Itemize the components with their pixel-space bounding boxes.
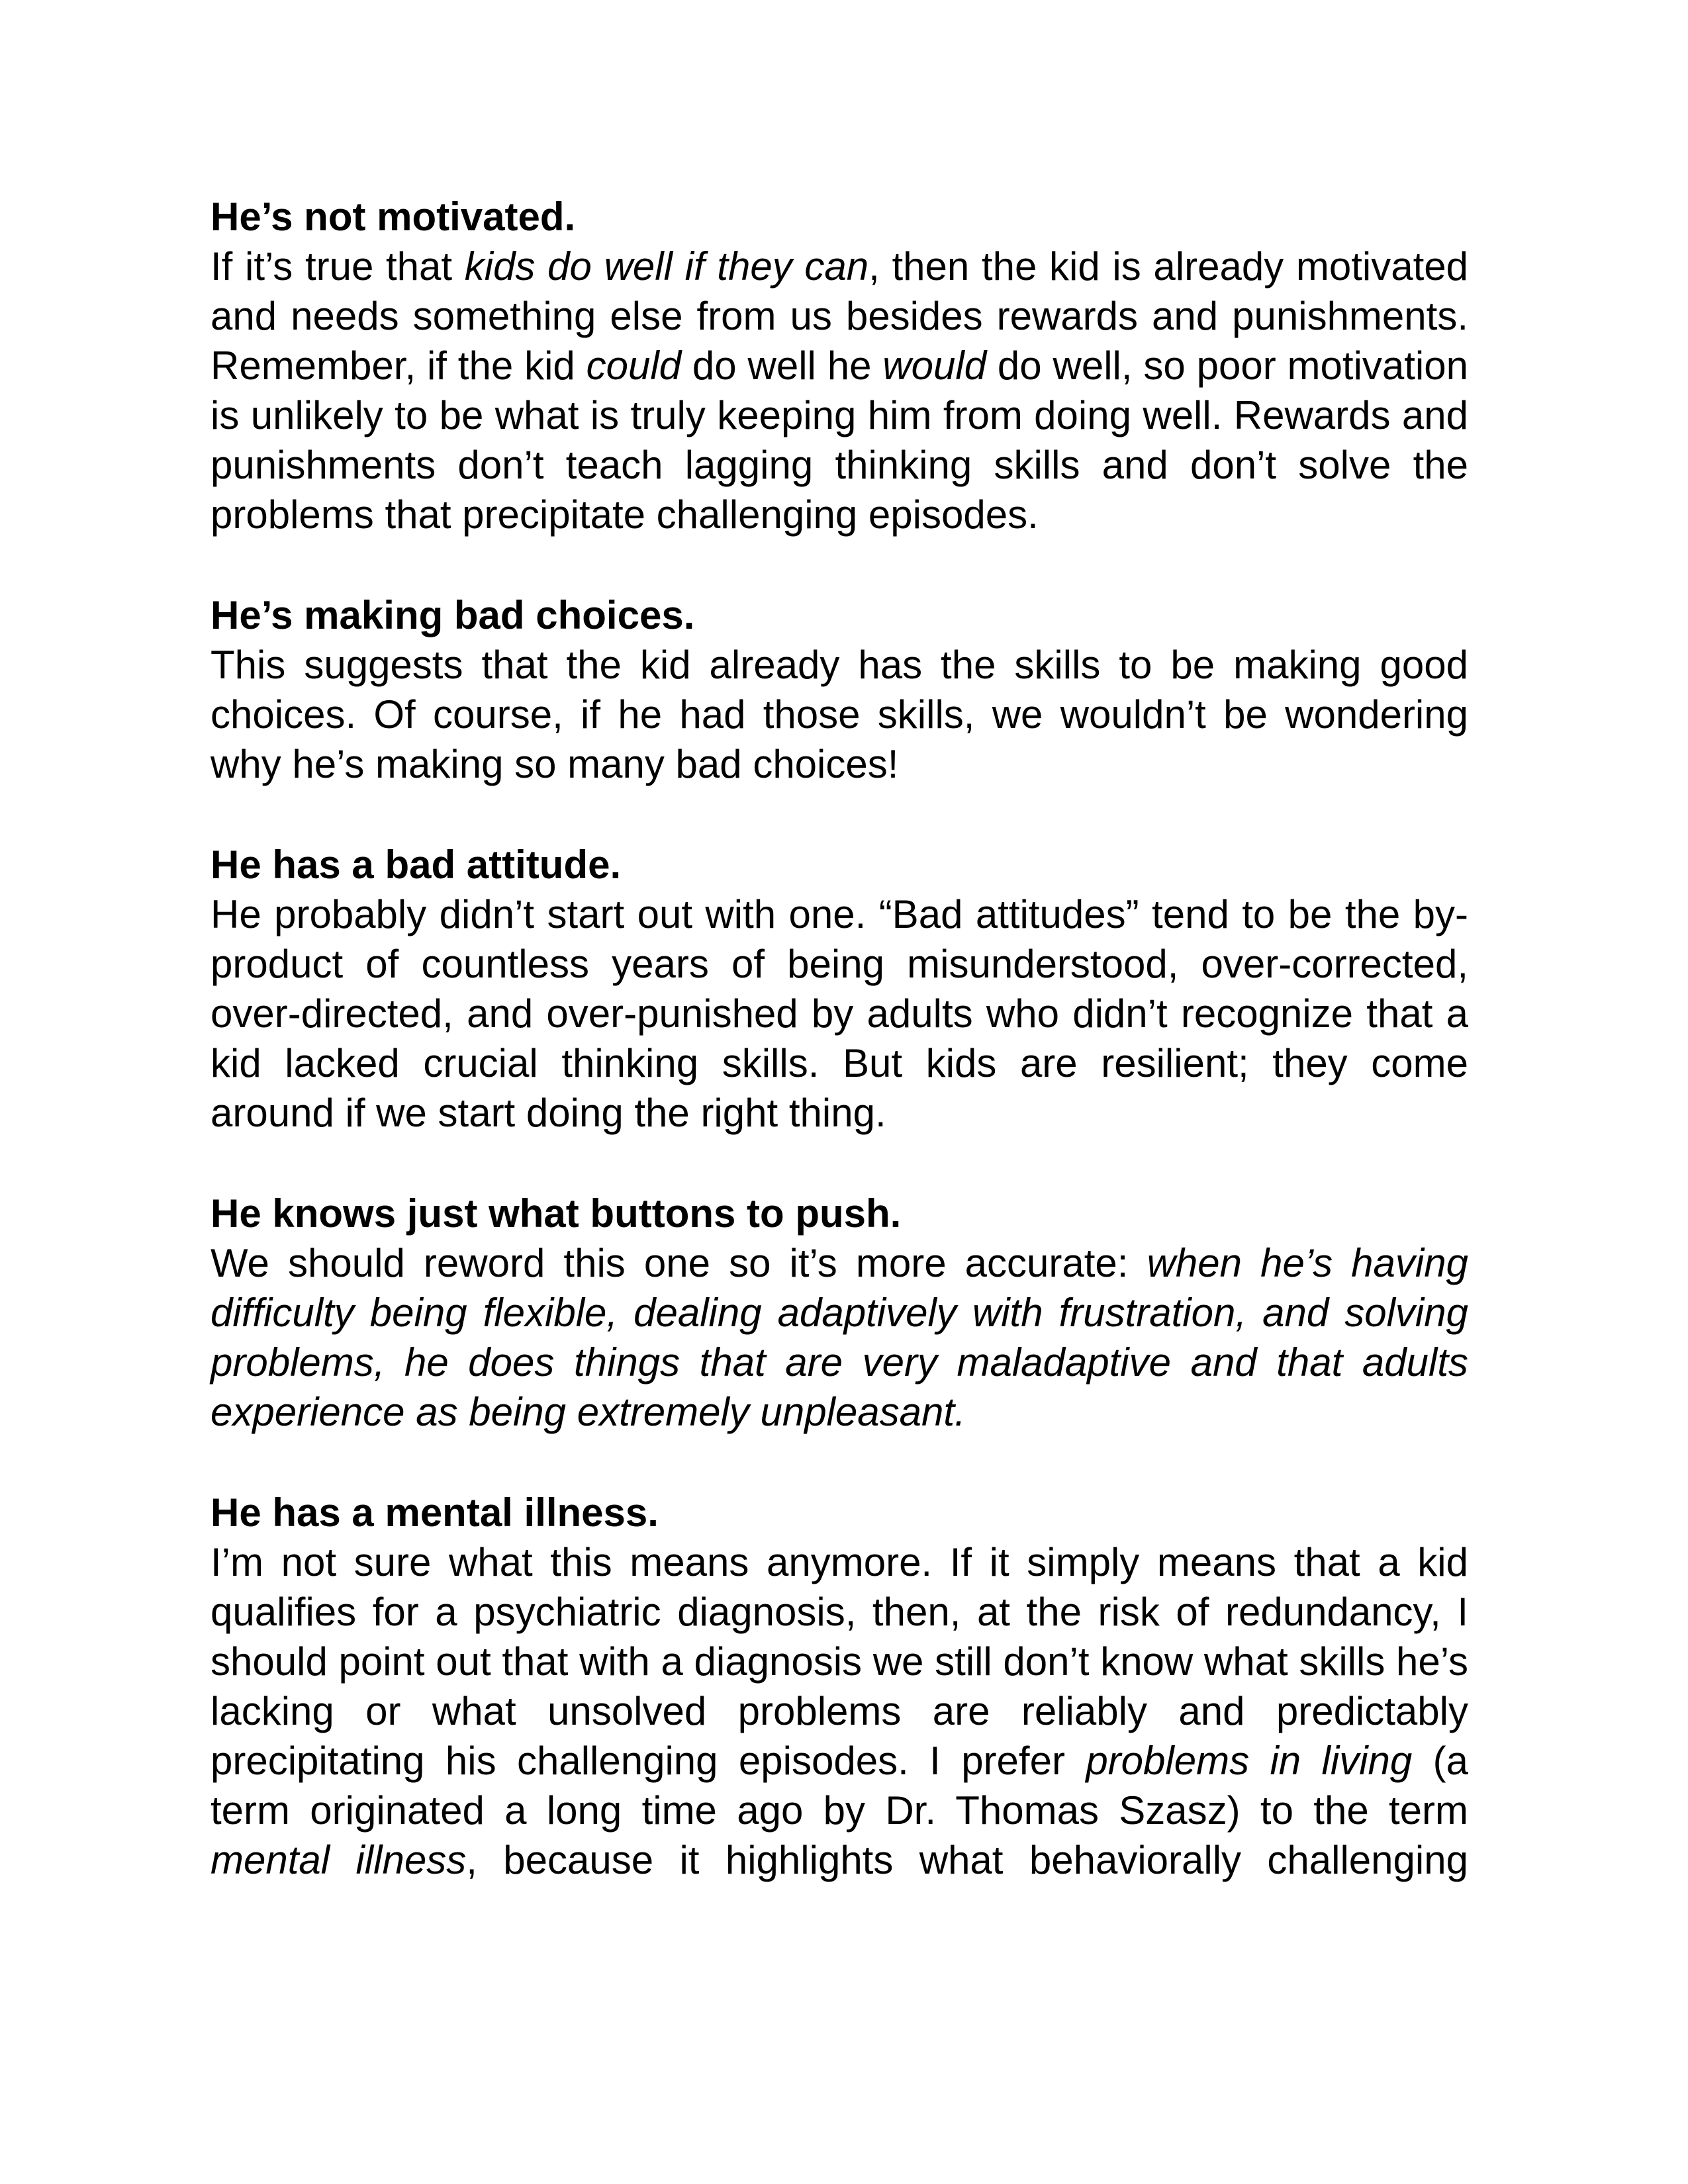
body-italic: problems in living	[1086, 1739, 1413, 1783]
body-text: , then the kid is already motivated and needs something else from us besides rewards and punishments. Remember, if the kid	[211, 244, 1468, 388]
body-text: (a term originated a long time ago by Dr. Thomas Szasz) to the term	[211, 1739, 1468, 1833]
section-body	[211, 1537, 1468, 1885]
body-text: do well he	[681, 343, 883, 388]
section-bad-choices	[211, 590, 1468, 789]
document-page	[211, 192, 1468, 1936]
section-heading: He’s not motivated.	[211, 195, 576, 239]
body-text: I’m not sure what this means anymore. If it simply means that a kid qualifies for a psychiatric diagnosis, then, at the risk of redundancy, I should point out that with a diagnosis we still don’t know what skills he’s lacking or what unsolved problems are reliably and predictably precipitating his challenging episodes. I prefer	[211, 1540, 1468, 1783]
body-text: This suggests that the kid already has the skills to be making good choices. Of course, if he had those skills, we wouldn’t be wondering why he’s making so many bad choices!	[211, 643, 1468, 786]
section-heading: He knows just what buttons to push.	[211, 1191, 902, 1236]
section-heading: He has a bad attitude.	[211, 842, 622, 887]
body-italic: when he’s having difficulty being flexible, dealing adaptively with frustration, and solving problems, he does things that are very maladaptive and that adults experience as being extremely unpleasant.	[211, 1241, 1468, 1434]
body-text: We should reword this one so it’s more accurate:	[211, 1241, 1147, 1285]
body-italic: would	[882, 343, 987, 388]
section-heading: He’s making bad choices.	[211, 593, 695, 637]
body-italic: kids do well if they can	[464, 244, 869, 289]
section-mental-illness	[211, 1488, 1468, 1885]
section-not-motivated	[211, 192, 1468, 539]
body-text: do well, so poor motivation is unlikely to be what is truly keeping him from doing well. Rewards and punishments don’t teach lagging thinking skills and don’t solve the problems that precipitate challenging episodes.	[211, 343, 1469, 537]
section-bad-attitude	[211, 840, 1468, 1138]
section-body	[211, 640, 1468, 789]
body-text: He probably didn’t start out with one. “Bad attitudes” tend to be the by-product of countless years of being misunderstood, over-corrected, over-directed, and over-punished by adults who didn’t recognize that a kid lacked crucial thinking skills. But kids are resilient; they come around if we start doing the right thing.	[211, 892, 1468, 1135]
section-heading: He has a mental illness.	[211, 1490, 659, 1535]
section-body	[211, 889, 1468, 1138]
body-italic: mental illness	[211, 1838, 467, 1882]
section-body	[211, 242, 1468, 539]
section-buttons-to-push	[211, 1189, 1468, 1437]
body-text: If it’s true that	[211, 244, 465, 289]
section-body	[211, 1238, 1468, 1437]
body-italic: could	[586, 343, 682, 388]
body-text: , because it highlights what behaviorally challenging	[466, 1838, 1468, 1882]
